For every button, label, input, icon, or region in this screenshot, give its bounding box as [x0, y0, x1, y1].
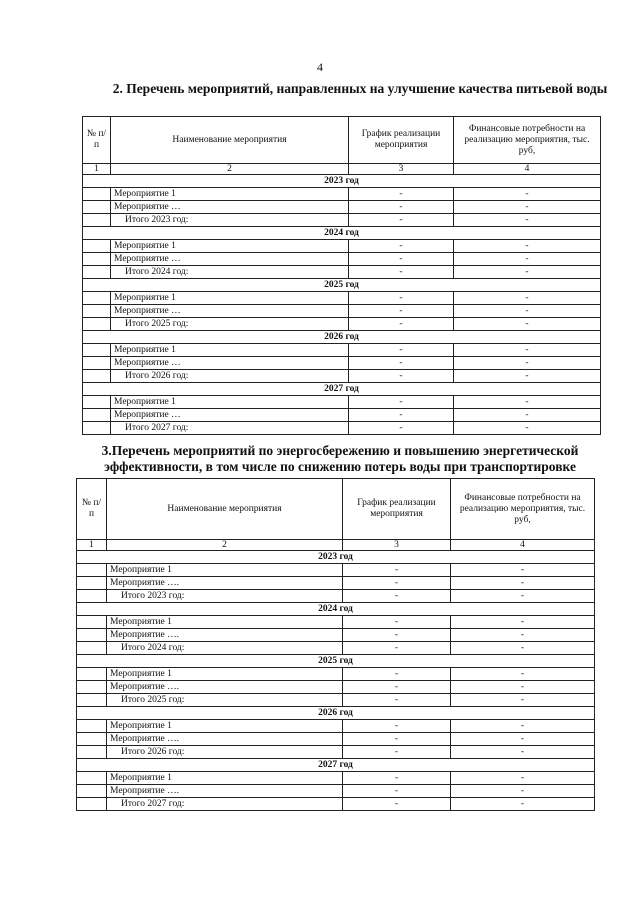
year-label: 2027 год — [83, 383, 601, 396]
table-row — [83, 201, 601, 214]
measure-name: Итого 2023 год: — [111, 214, 349, 227]
row-number-cell — [77, 681, 107, 694]
table-header-row — [77, 479, 595, 540]
year-row — [83, 331, 601, 344]
row-number-cell — [83, 240, 111, 253]
table-row — [83, 396, 601, 409]
table-row — [77, 720, 595, 733]
row-number-cell — [83, 292, 111, 305]
header-name: Наименование мероприятия — [111, 117, 349, 164]
measure-name: Итого 2024 год: — [111, 266, 349, 279]
measure-name: Мероприятие … — [111, 253, 349, 266]
finance-value: - — [451, 577, 595, 590]
table-row — [83, 188, 601, 201]
row-number-cell — [77, 772, 107, 785]
row-number-cell — [77, 590, 107, 603]
schedule-value: - — [343, 798, 451, 811]
table-row — [77, 616, 595, 629]
year-row — [77, 603, 595, 616]
header-no: № п/п — [77, 479, 107, 540]
table-row — [77, 772, 595, 785]
header-finance: Финансовые потребности на реализацию мероприятия, тыс. руб, — [451, 479, 595, 540]
schedule-value: - — [349, 253, 454, 266]
column-number-row — [77, 540, 595, 551]
measure-name: Итого 2027 год: — [111, 422, 349, 435]
year-label: 2026 год — [77, 707, 595, 720]
total-row — [77, 694, 595, 707]
finance-value: - — [454, 240, 601, 253]
total-row — [77, 642, 595, 655]
column-number-row — [83, 164, 601, 175]
row-number-cell — [83, 422, 111, 435]
year-label: 2024 год — [83, 227, 601, 240]
column-number: 2 — [107, 540, 343, 551]
finance-value: - — [451, 733, 595, 746]
year-row — [83, 227, 601, 240]
year-label: 2023 год — [77, 551, 595, 564]
schedule-value: - — [349, 188, 454, 201]
row-number-cell — [77, 720, 107, 733]
schedule-value: - — [349, 266, 454, 279]
year-row — [77, 551, 595, 564]
schedule-value: - — [349, 396, 454, 409]
header-schedule: График реализации мероприятия — [349, 117, 454, 164]
measure-name: Мероприятие 1 — [107, 720, 343, 733]
schedule-value: - — [349, 344, 454, 357]
table-row — [77, 564, 595, 577]
measure-name: Мероприятие 1 — [111, 188, 349, 201]
total-row — [77, 590, 595, 603]
header-no: № п/п — [83, 117, 111, 164]
schedule-value: - — [343, 733, 451, 746]
column-number: 2 — [111, 164, 349, 175]
finance-value: - — [451, 746, 595, 759]
finance-value: - — [451, 694, 595, 707]
schedule-value: - — [343, 590, 451, 603]
row-number-cell — [77, 642, 107, 655]
schedule-value: - — [343, 785, 451, 798]
finance-value: - — [454, 266, 601, 279]
table-row — [83, 409, 601, 422]
table-row — [83, 305, 601, 318]
finance-value: - — [451, 798, 595, 811]
finance-value: - — [454, 318, 601, 331]
measure-name: Мероприятие 1 — [107, 616, 343, 629]
schedule-value: - — [349, 370, 454, 383]
measure-name: Итого 2026 год: — [111, 370, 349, 383]
row-number-cell — [77, 564, 107, 577]
measure-name: Мероприятие … — [111, 201, 349, 214]
header-name: Наименование мероприятия — [107, 479, 343, 540]
measure-name: Итого 2027 год: — [107, 798, 343, 811]
finance-value: - — [451, 564, 595, 577]
schedule-value: - — [349, 318, 454, 331]
finance-value: - — [454, 422, 601, 435]
finance-value: - — [454, 409, 601, 422]
column-number: 1 — [77, 540, 107, 551]
header-schedule: График реализации мероприятия — [343, 479, 451, 540]
schedule-value: - — [343, 694, 451, 707]
finance-value: - — [454, 396, 601, 409]
year-label: 2024 год — [77, 603, 595, 616]
row-number-cell — [77, 577, 107, 590]
row-number-cell — [83, 214, 111, 227]
finance-value: - — [454, 305, 601, 318]
total-row — [83, 370, 601, 383]
year-row — [83, 279, 601, 292]
measure-name: Мероприятие …. — [107, 629, 343, 642]
finance-value: - — [451, 668, 595, 681]
schedule-value: - — [343, 642, 451, 655]
row-number-cell — [77, 694, 107, 707]
measure-name: Мероприятие …. — [107, 785, 343, 798]
year-row — [77, 759, 595, 772]
row-number-cell — [77, 798, 107, 811]
finance-value: - — [451, 785, 595, 798]
table-row — [83, 357, 601, 370]
measure-name: Мероприятие 1 — [111, 240, 349, 253]
page-number: 4 — [317, 60, 323, 74]
measure-name: Мероприятие …. — [107, 733, 343, 746]
finance-value: - — [451, 681, 595, 694]
row-number-cell — [83, 305, 111, 318]
total-row — [77, 798, 595, 811]
measure-name: Мероприятие … — [111, 305, 349, 318]
row-number-cell — [83, 396, 111, 409]
year-row — [77, 655, 595, 668]
measure-name: Мероприятие 1 — [111, 344, 349, 357]
column-number: 4 — [451, 540, 595, 551]
year-row — [77, 707, 595, 720]
measure-name: Итого 2023 год: — [107, 590, 343, 603]
row-number-cell — [77, 616, 107, 629]
table-header-row — [83, 117, 601, 164]
measure-name: Мероприятие …. — [107, 681, 343, 694]
finance-value: - — [454, 214, 601, 227]
table-row — [77, 733, 595, 746]
schedule-value: - — [349, 357, 454, 370]
section-title-energy-saving: 3.Перечень мероприятий по энергосбережению и повышению энергетической эффективности, в том числе по снижению потерь воды при транспортировке — [101, 443, 579, 474]
measure-name: Мероприятие … — [111, 357, 349, 370]
measure-name: Мероприятие 1 — [111, 292, 349, 305]
schedule-value: - — [343, 577, 451, 590]
table-row — [83, 344, 601, 357]
finance-value: - — [454, 370, 601, 383]
total-row — [83, 214, 601, 227]
schedule-value: - — [349, 201, 454, 214]
table-row — [77, 785, 595, 798]
schedule-value: - — [349, 422, 454, 435]
row-number-cell — [77, 785, 107, 798]
row-number-cell — [83, 188, 111, 201]
column-number: 4 — [454, 164, 601, 175]
schedule-value: - — [343, 720, 451, 733]
year-label: 2025 год — [77, 655, 595, 668]
water-quality-measures-table — [82, 116, 601, 435]
year-label: 2023 год — [83, 175, 601, 188]
table-row — [77, 629, 595, 642]
measure-name: Мероприятие … — [111, 409, 349, 422]
measure-name: Итого 2025 год: — [107, 694, 343, 707]
row-number-cell — [83, 357, 111, 370]
column-number: 1 — [83, 164, 111, 175]
total-row — [83, 318, 601, 331]
energy-saving-measures-table — [76, 478, 595, 811]
finance-value: - — [454, 344, 601, 357]
table-row — [77, 577, 595, 590]
column-number: 3 — [349, 164, 454, 175]
finance-value: - — [451, 720, 595, 733]
measure-name: Итого 2025 год: — [111, 318, 349, 331]
finance-value: - — [454, 201, 601, 214]
table-row — [83, 253, 601, 266]
row-number-cell — [77, 746, 107, 759]
finance-value: - — [454, 188, 601, 201]
row-number-cell — [77, 629, 107, 642]
table-row — [77, 681, 595, 694]
schedule-value: - — [343, 629, 451, 642]
measure-name: Итого 2026 год: — [107, 746, 343, 759]
row-number-cell — [83, 318, 111, 331]
finance-value: - — [451, 772, 595, 785]
row-number-cell — [83, 370, 111, 383]
schedule-value: - — [349, 409, 454, 422]
schedule-value: - — [349, 305, 454, 318]
measure-name: Мероприятие 1 — [107, 564, 343, 577]
row-number-cell — [83, 266, 111, 279]
measure-name: Итого 2024 год: — [107, 642, 343, 655]
row-number-cell — [77, 733, 107, 746]
schedule-value: - — [343, 668, 451, 681]
year-label: 2026 год — [83, 331, 601, 344]
schedule-value: - — [343, 681, 451, 694]
table-row — [83, 292, 601, 305]
row-number-cell — [83, 409, 111, 422]
year-label: 2025 год — [83, 279, 601, 292]
table-row — [83, 240, 601, 253]
column-number: 3 — [343, 540, 451, 551]
header-finance: Финансовые потребности на реализацию мероприятия, тыс. руб, — [454, 117, 601, 164]
year-row — [83, 175, 601, 188]
schedule-value: - — [343, 616, 451, 629]
total-row — [83, 422, 601, 435]
schedule-value: - — [349, 214, 454, 227]
measure-name: Мероприятие 1 — [107, 772, 343, 785]
measure-name: Мероприятие …. — [107, 577, 343, 590]
measure-name: Мероприятие 1 — [111, 396, 349, 409]
schedule-value: - — [343, 746, 451, 759]
schedule-value: - — [343, 564, 451, 577]
finance-value: - — [454, 292, 601, 305]
year-label: 2027 год — [77, 759, 595, 772]
row-number-cell — [77, 668, 107, 681]
total-row — [77, 746, 595, 759]
finance-value: - — [454, 357, 601, 370]
section-title-water-quality: 2. Перечень мероприятий, направленных на улучшение качества питьевой воды — [112, 81, 608, 96]
measure-name: Мероприятие 1 — [107, 668, 343, 681]
row-number-cell — [83, 344, 111, 357]
row-number-cell — [83, 253, 111, 266]
row-number-cell — [83, 201, 111, 214]
total-row — [83, 266, 601, 279]
schedule-value: - — [343, 772, 451, 785]
finance-value: - — [454, 253, 601, 266]
schedule-value: - — [349, 240, 454, 253]
finance-value: - — [451, 616, 595, 629]
finance-value: - — [451, 642, 595, 655]
finance-value: - — [451, 590, 595, 603]
table-row — [77, 668, 595, 681]
finance-value: - — [451, 629, 595, 642]
schedule-value: - — [349, 292, 454, 305]
year-row — [83, 383, 601, 396]
